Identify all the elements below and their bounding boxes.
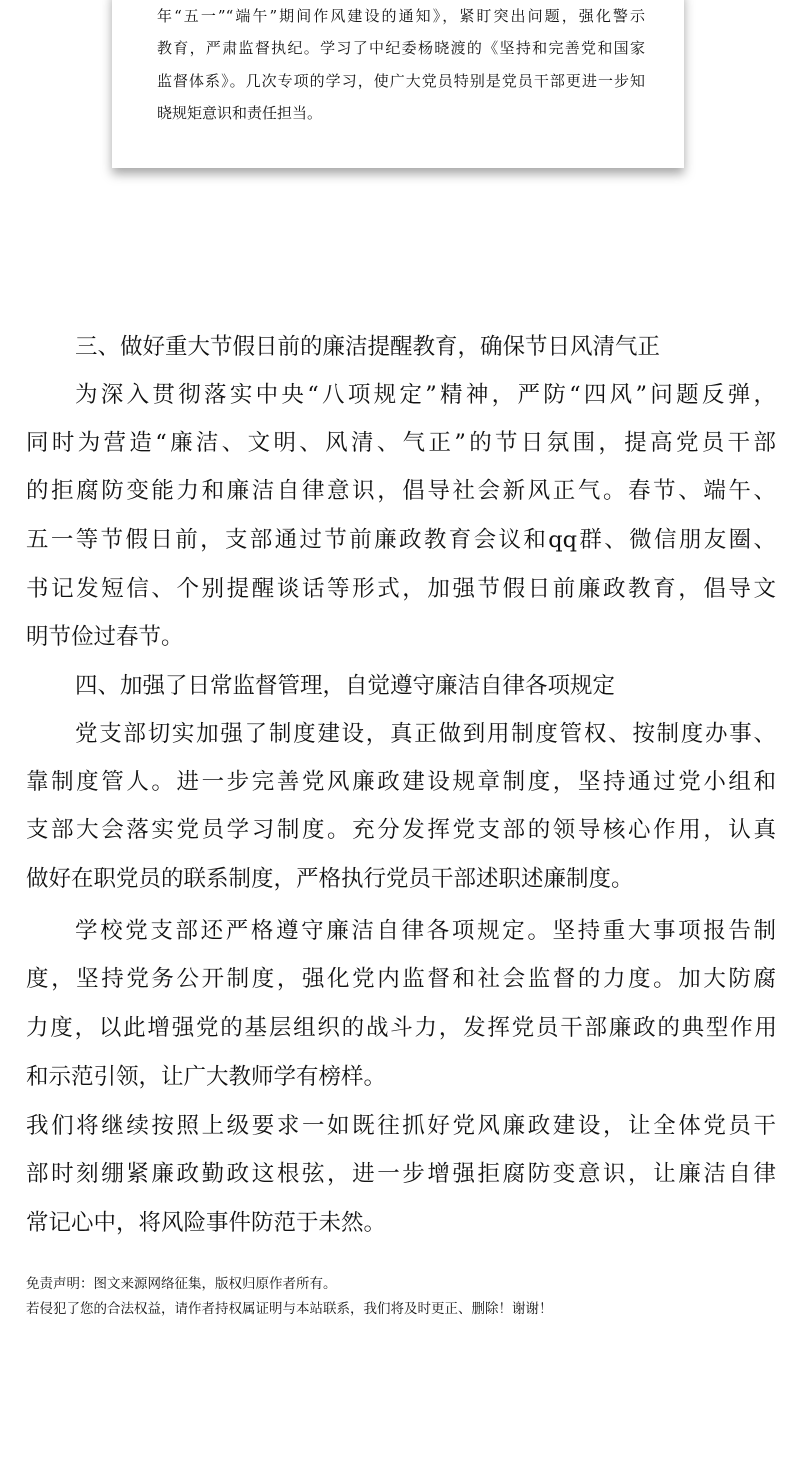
section-heading: 四、加强了日常监督管理，自觉遵守廉洁自律各项规定 <box>75 673 616 699</box>
paragraph-line: 书记发短信、个别提醒谈话等形式，加强节假日前廉政教育，倡导文 <box>26 576 776 602</box>
paragraph-line: 我们将继续按照上级要求一如既往抓好党风廉政建设，让全体党员干 <box>26 1113 776 1139</box>
paragraph-line: 支部大会落实党员学习制度。充分发挥党支部的领导核心作用，认真 <box>26 817 776 843</box>
document-image-card <box>112 0 684 168</box>
disclaimer-line: 免责声明：图文来源网络征集，版权归原作者所有。 <box>26 1276 337 1292</box>
paragraph-line: 明节俭过春节。 <box>26 624 184 650</box>
paragraph-line: 常记心中，将风险事件防范于未然。 <box>26 1210 387 1236</box>
card-line: 教育，严肃监督执纪。学习了中纪委杨晓渡的《坚持和完善党和国家 <box>157 39 645 57</box>
paragraph-line: 做好在职党员的联系制度，严格执行党员干部述职述廉制度。 <box>26 866 634 892</box>
paragraph-line: 靠制度管人。进一步完善党风廉政建设规章制度，坚持通过党小组和 <box>26 769 776 795</box>
paragraph-line: 学校党支部还严格遵守廉洁自律各项规定。坚持重大事项报告制 <box>75 918 776 944</box>
paragraph-line: 力度，以此增强党的基层组织的战斗力，发挥党员干部廉政的典型作用 <box>26 1015 776 1041</box>
paragraph-line: 为深入贯彻落实中央“八项规定”精神，严防“四风”问题反弹， <box>75 382 776 408</box>
paragraph-line: 部时刻绷紧廉政勤政这根弦，进一步增强拒腐防变意识，让廉洁自律 <box>26 1161 776 1187</box>
disclaimer-line: 若侵犯了您的合法权益，请作者持权属证明与本站联系，我们将及时更正、删除！谢谢！ <box>26 1301 553 1317</box>
paragraph-line: 的拒腐防变能力和廉洁自律意识，倡导社会新风正气。春节、端午、 <box>26 478 776 504</box>
card-line: 年“五一”“端午”期间作风建设的通知》，紧盯突出问题，强化警示 <box>157 7 645 25</box>
card-line: 晓规矩意识和责任担当。 <box>157 104 323 122</box>
paragraph-line: 同时为营造“廉洁、文明、风清、气正”的节日氛围，提高党员干部 <box>26 430 776 456</box>
paragraph-line: 党支部切实加强了制度建设，真正做到用制度管权、按制度办事、 <box>75 721 776 747</box>
section-heading: 三、做好重大节假日前的廉洁提醒教育，确保节日风清气正 <box>75 334 661 360</box>
paragraph-line: 和示范引领，让广大教师学有榜样。 <box>26 1064 387 1090</box>
paragraph-line: 度，坚持党务公开制度，强化党内监督和社会监督的力度。加大防腐 <box>26 966 776 992</box>
card-line: 监督体系》。几次专项的学习，使广大党员特别是党员干部更进一步知 <box>157 72 645 90</box>
paragraph-line: 五一等节假日前，支部通过节前廉政教育会议和qq群、微信朋友圈、 <box>26 527 776 553</box>
